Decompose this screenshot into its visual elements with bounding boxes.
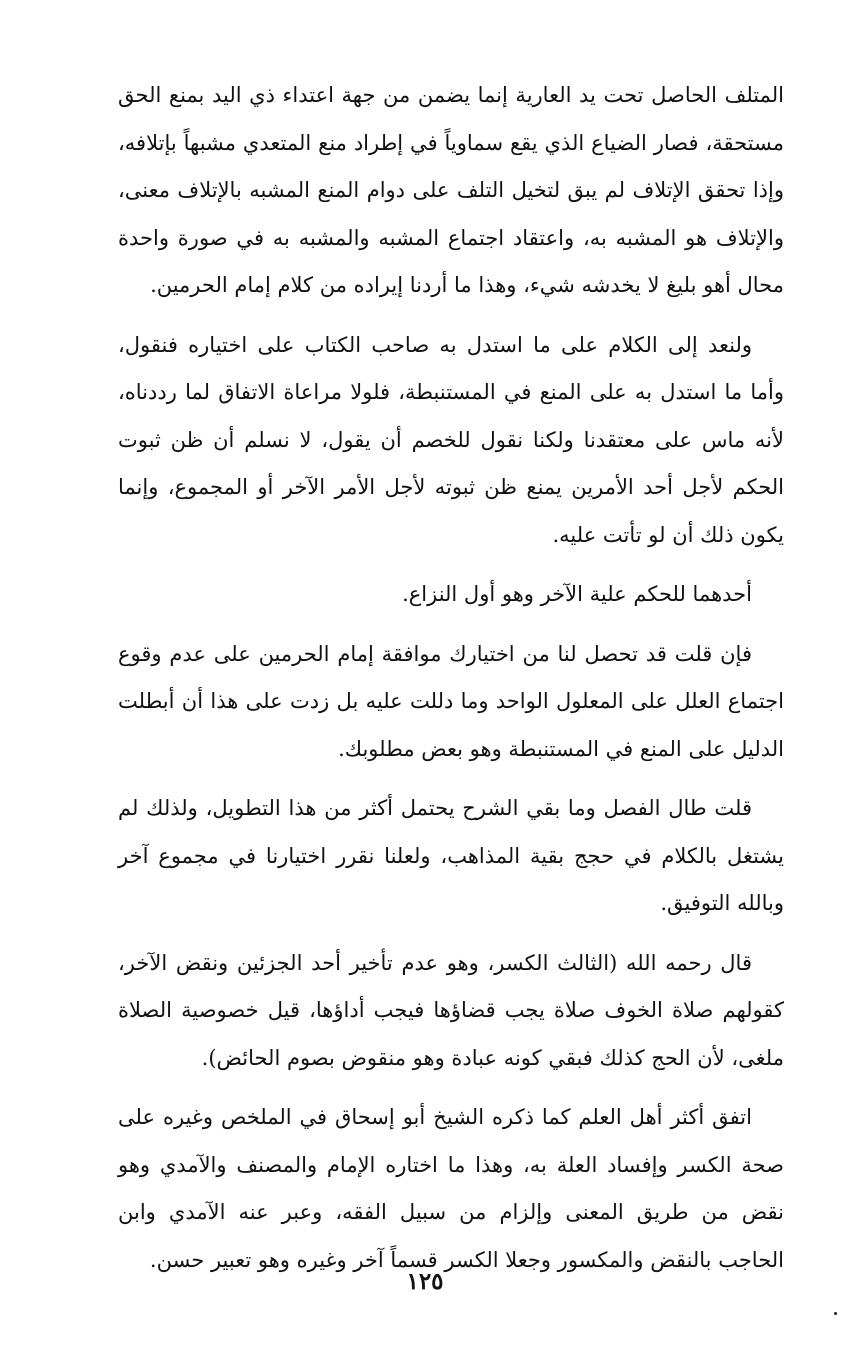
paragraph-2: ولنعد إلى الكلام على ما استدل به صاحب الكتاب على اختياره فنقول، وأما ما استدل به على المنع في المستنبطة، فلولا مراعاة الاتفاق لما رددناه، لأنه ماس على معتقدنا ولكنا نقول للخصم أن يقول، لا نسلم أن ظن ثبوت الحكم لأجل أحد الأمرين يمنع ظن ثبوته لأجل الأمر الآخر أو المجموع، وإنما يكون ذلك أن لو تأتت عليه. — [118, 332, 784, 547]
scan-speck — [834, 1312, 837, 1315]
page-body — [118, 72, 784, 1284]
paragraph-7: اتفق أكثر أهل العلم كما ذكره الشيخ أبو إسحاق في الملخص وغيره على صحة الكسر وإفساد العلة به، وهذا ما اختاره الإمام والمصنف والآمدي وهو نقض من طريق المعنى وإلزام من سبيل الفقه، وعبر عنه الآمدي وابن الحاجب بالنقض والمكسور وجعلا الكسر قسماً آخر وغيره وهو تعبير حسن. — [118, 1105, 784, 1272]
paragraph-4: فإن قلت قد تحصل لنا من اختيارك موافقة إمام الحرمين على عدم وقوع اجتماع العلل على المعلول الواحد وما دللت عليه بل زدت على هذا أن أبطلت الدليل على المنع في المستنبطة وهو بعض مطلوبك. — [118, 641, 784, 761]
page-number: ١٢٥ — [406, 1268, 444, 1295]
paragraph-3: أحدهما للحكم علية الآخر وهو أول النزاع. — [402, 582, 752, 606]
paragraph-1: المتلف الحاصل تحت يد العارية إنما يضمن من جهة اعتداء ذي اليد بمنع الحق مستحقة، فصار الضياع الذي يقع سماوياً في إطراد منع المتعدي مشبهاً بإتلافه، وإذا تحقق الإتلاف لم يبق لتخيل التلف على دوام المنع المشبه بالإتلاف معنى، والإتلاف هو المشبه به، واعتقاد اجتماع المشبه والمشبه به في صورة واحدة محال أهو بليغ لا يخدشه شيء، وهذا ما أردنا إيراده من كلام إمام الحرمين. — [118, 83, 784, 297]
paragraph-6: قال رحمه الله (الثالث الكسر، وهو عدم تأخير أحد الجزئين ونقض الآخر، كقولهم صلاة الخوف صلاة يجب قضاؤها فيجب أداؤها، قيل خصوصية الصلاة ملغى، لأن الحج كذلك فبقي كونه عبادة وهو منقوض بصوم الحائض). — [118, 950, 784, 1070]
paragraph-5: قلت طال الفصل وما بقي الشرح يحتمل أكثر من هذا التطويل، ولذلك لم يشتغل بالكلام في حجج بقية المذاهب، ولعلنا نقرر اختيارنا في مجموع آخر وبالله التوفيق. — [118, 796, 784, 915]
